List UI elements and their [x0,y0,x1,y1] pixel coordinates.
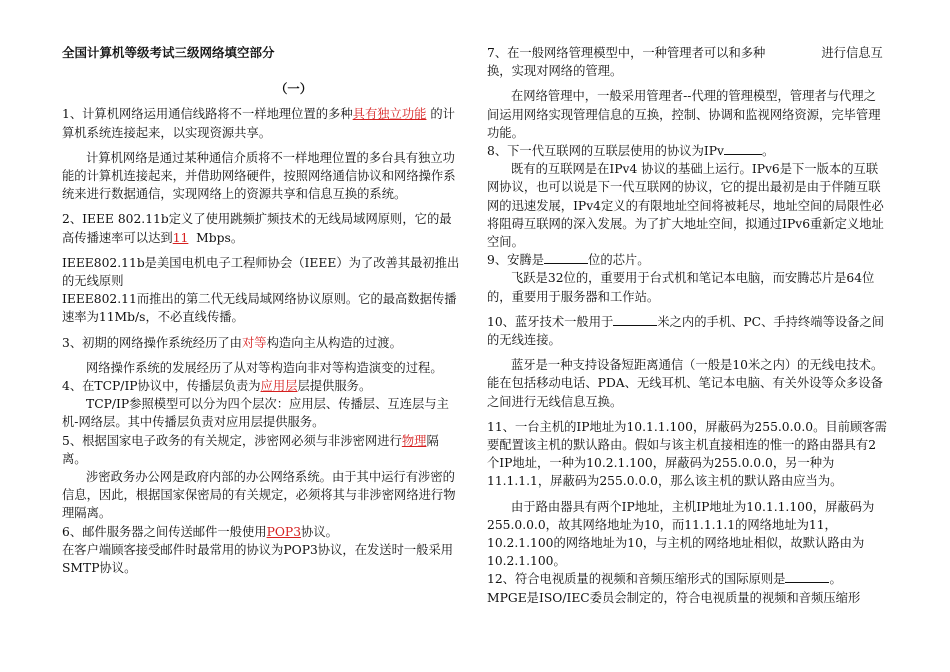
question-11: 11、一台主机的IP地址为10.1.1.100，屏蔽码为255.0.0.0。目前顾客需要配置该主机的默认路由。假如与该主机直接相连的惟一的路由器具有2个IP地址，一种为10.2.1.100，屏蔽码为255.0.0.0，另一种为11.1.1.1，屏蔽码为255.0.0.0，那么该主机的默认路由应当为。 [487,419,887,489]
explanation-4: TCP/IP参照模型可以分为四个层次：应用层、传播层、互连层与主机-网络层。其中传播层负责对应用层提供服务。 [62,397,449,430]
explanation-10: 蓝牙是一种支持设备短距离通信（一般是10米之内）的无线电技术。能在包括移动电话、PDA、无线耳机、笔记本电脑、有关外设等众多设备之间进行无线信息互换。 [487,358,884,409]
blank-10 [613,325,657,326]
question-3: 3、初期的网络操作系统经历了由对等构造向主从构造的过渡。 [62,335,402,350]
answer-2: 11 [172,230,189,245]
question-1: 1、计算机网络运用通信线路将不一样地理位置的多种具有独立功能 的计算机系统连接起来，以实现资源共享。 [62,107,455,140]
question-8: 8、下一代互联网的互联层使用的协议为IPv 。 [487,144,775,159]
answer-6: POP3 [266,524,302,539]
question-2: 2、IEEE 802.11b定义了使用跳频扩频技术的无线局域网原则，它的最高传播速率可以达到11 Mbps。 [62,212,452,245]
explanation-6: 在客户端顾客接受邮件时最常用的协议为POP3协议，在发送时一般采用SMTP协议。 [62,542,454,576]
question-9: 9、安腾是 位的芯片。 [487,253,650,268]
answer-3: 对等 [241,335,267,350]
explanation-12: MPGE是ISO/IEC委员会制定的，符合电视质量的视频和音频压缩形 [487,590,861,605]
section-heading: （一） [275,81,312,97]
answer-5: 物理 [401,433,427,448]
question-7: 7、在一般网络管理模型中，一种管理者可以和多种 进行信息互换，实现对网络的管理。 [487,46,883,79]
question-10: 10、蓝牙技术一般用于 米之内的手机、PC、手持终端等设备之间的无线连接。 [487,314,885,348]
explanation-1: 计算机网络是通过某种通信介质将不一样地理位置的多台具有独立功能的计算机连接起来，并借助网络硬件，按照网络通信协议和网络操作系统来进行数据通信，实现网络上的资源共享和信息互换的系统。 [62,150,456,202]
blank-9 [544,263,588,264]
answer-4: 应用层 [260,379,298,394]
explanation-9: 飞跃是32位的，重要用于台式机和笔记本电脑，而安腾芯片是64位的，重要用于服务器和工作站。 [487,271,875,304]
explanation-2b: IEEE802.11而推出的第二代无线局域网络协议原则。它的最高数据传播速率为11Mb/s，不必直线传播。 [62,292,457,325]
question-4: 4、在TCP/IP协议中，传播层负责为应用层层提供服务。 [62,379,372,394]
question-5: 5、根据国家电子政务的有关规定，涉密网必须与非涉密网进行物理隔离。 [62,433,439,466]
explanation-7: 在网络管理中，一般采用管理者--代理的管理模型，管理者与代理之间运用网络实现管理信息的互换，控制、协调和监视网络资源，完毕管理功能。 [487,89,881,140]
explanation-11: 由于路由器具有两个IP地址，主机IP地址为10.1.1.100，屏蔽码为255.0.0.0，故其网络地址为10，而11.1.1.1的网络地址为11，10.2.1.100的网络地址为10，与主机的网络地址相似，故默认路由为10.2.1.100。 [487,499,875,569]
left-column [62,44,462,577]
answer-1: 具有独立功能 [352,107,427,122]
document-title: 全国计算机等级考试三级网络填空部分 [62,45,275,60]
explanation-2a: IEEE802.11b是美国电机电子工程师协会（IEEE）为了改善其最初推出的无线原则 [62,255,460,289]
right-column [487,44,887,607]
explanation-8: 既有的互联网是在IPv4 协议的基础上运行。IPv6是下一版本的互联网协议，也可以说是下一代互联网的协议，它的提出最初是由于伴随互联网的迅速发展，IPv4定义的有限地址空间将被耗尽，地址空间的局限性必将阻碍互联网的深入发展。为了扩大地址空间，拟通过IPv6重新定义地址空间。 [487,162,884,250]
blank-8 [724,154,762,155]
explanation-3: 网络操作系统的发展经历了从对等构造向非对等构造演变的过程。 [86,360,443,375]
question-6: 6、邮件服务器之间传送邮件一般使用POP3协议。 [62,524,338,539]
blank-12 [785,582,829,583]
explanation-5: 涉密政务办公网是政府内部的办公网络系统。由于其中运行有涉密的信息，因此，根据国家保密局的有关规定，必须将其与非涉密网络进行物理隔离。 [62,470,456,521]
question-12: 12、符合电视质量的视频和音频压缩形式的国际原则是 。 [487,572,842,587]
